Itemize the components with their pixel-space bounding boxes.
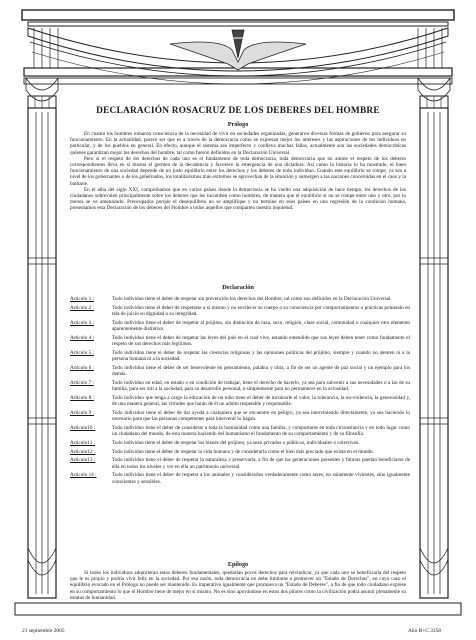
article-label: Artículo 14 : <box>70 472 97 479</box>
article-item <box>70 365 410 377</box>
document-title: DECLARACIÓN ROSACRUZ DE LOS DEBERES DEL HOMBRE <box>96 106 380 116</box>
article-text: Todo individuo tiene el deber de ser benevolente en pensamiento, palabra y obra, a fin de ser un agente de paz social y un ejemplo para los demás. <box>112 364 410 377</box>
article-item <box>70 440 410 446</box>
prologue-text <box>70 131 406 212</box>
article-label: Artículo 7 : <box>70 379 94 386</box>
articles-list <box>70 296 410 487</box>
epilogue-paragraph: Si todos los individuos adquirieran estos deberes fundamentales, quedarían pocos derechos para reivindicar, ya que cada uno se beneficiaría del respeto que le es propio y podría vivir feliz en la sociedad. Por esa razón, toda democracia no debe limitarse a promover un "Estado de Derechos", en cuyo caso el equilibrio evocado en el Prólogo no puede ser mantenido. Es imperativo igualmente que promueva un "Estado de Deberes", a fin de que todo ciudadano exprese en su comportamiento lo que el Hombre tiene de mejor en sí mismo. No es sino apoyándose en estos dos pilares como la civilización podrá asumir plenamente su estatus de humanidad. <box>70 570 406 601</box>
winged-emblem-icon <box>170 30 306 70</box>
article-label: Artículo13 : <box>70 457 96 464</box>
article-label: Artículo10 : <box>70 424 96 431</box>
article-item <box>70 296 410 302</box>
article-label: Artículo 6 : <box>70 364 94 371</box>
article-text: Todo individuo tiene el deber de respetarse a sí mismo y no envilecer su cuerpo o su consciencia por comportamientos o prácticas poniendo en tela de juicio su dignidad o su integridad. <box>112 304 410 317</box>
article-item <box>70 457 410 469</box>
lintel-frame <box>20 8 456 88</box>
article-text: Todo individuo tiene el deber de respetar las leyes del país en el cual vive, estando entendido que sus leyes deben tener como fundamento el respeto de sus derechos más legítimos. <box>112 334 410 347</box>
article-label: Artículo 8 : <box>70 394 94 401</box>
article-item <box>70 449 410 455</box>
prologue-paragraph: Pero si el respeto de los derechos de cada uno es el fundamento de toda democracia, toda democracia que no anime el respeto de los deberes correspondientes lleva en sí misma el germen de la decadencia y favorece la emergencia de una dictadura. Así como la historia lo ha mostrado, el buen funcionamiento de una sociedad depende de un justo equilibrio entre los derechos y los deberes de todo individuo. Cuando este equilibrio se rompe, ya sea a nivel de los gobernantes o de los gobernados, los totalitarismos más extremos se aprovechan de la situación y sumergen a las naciones concernidas en el caos y la barbarie. <box>70 155 406 187</box>
article-item <box>70 350 410 362</box>
rosicrucian-year: Año R+C 3358 <box>408 628 441 634</box>
article-item <box>70 410 410 422</box>
article-label: Artículo12 : <box>70 448 96 455</box>
egyptian-column-icon <box>416 78 452 606</box>
article-item <box>70 380 410 392</box>
article-item <box>70 320 410 332</box>
article-item <box>70 472 410 484</box>
document-date: 21 septiembre 2005 <box>22 628 65 634</box>
prologue-paragraph: En el alba del siglo XXI, comprobamos que en varios países donde la democracia se ha vuelto una adquisición de hace tiempo, los derechos de los ciudadanos sobrevalen principalmente sobre los deberes que les incumben como hombres, de manera que el equilibrio si no se rompe entre uno y otro, por lo menos se ve amenazado. Preocupados porque el desequilibrio no se amplifique y no termine en esos países en una regresión de la condición humana, presentamos esta Declaración de los deberes del Hombre a todos aquellos que comparten nuestra inquietud. <box>70 186 406 212</box>
prologue-heading: Prólogo <box>227 121 249 128</box>
article-item <box>70 335 410 347</box>
article-text: Todo individuo tiene el deber de respetar la naturaleza y preservarla, a fin de que las generaciones presentes y futuras puedan beneficiarse de ella en todos los niveles y ver en ella un patrimonio universal. <box>112 457 410 470</box>
article-text: Todo individuo tiene el deber de dar ayuda a cualquiera que se encuentre en peligro, ya sea interviniendo directamente, ya sea haciendo lo necesario para que las personas competentes para intervenir lo hagan. <box>112 409 410 422</box>
article-label: Artículo 1 : <box>70 296 94 302</box>
article-label: Artículo11 : <box>70 439 96 446</box>
epilogue-heading: Epílogo <box>227 561 249 568</box>
article-text: Todo individuo en edad, en estado o en condición de trabajar, tiene el derecho de hacerlo, ya sea para subvenir a sus necesidades o a las de su familia, para ser útil a la sociedad, para su desarrollo personal, o simplemente para no permanecer en la ociosidad. <box>112 379 410 392</box>
column-base <box>14 602 462 616</box>
article-label: Artículo 3 : <box>70 319 94 326</box>
article-item <box>70 395 410 407</box>
article-text: Todo individuo tiene el deber de considerar a toda la humanidad como una familia, y comportarse en toda circunstancia y en todo lugar como un ciudadano del mundo, de esta manera haciendo del humanismo el fundamento de su comportamiento y de su filosofía. <box>112 424 410 437</box>
prologue-paragraph: En cuanto los hombres tomaron consciencia de la necesidad de vivir en sociedades organizadas, generaron diversas formas de gobierno para asegurar su funcionamiento. En la actualidad, parece ser que es a través de la democracia como se expresan mejor los intereses y las aspiraciones de los individuos en particular, y de los pueblos en general. En efecto, aunque el sistema sea imperfecto y conlleva muchas fallas, actualmente son las sociedades democráticas quienes garantizan mejor los derechos del hombre, tal como fueron definidos en la Declaración Universal. <box>70 131 406 156</box>
article-text: Todo individuo que tenga a cargo la educación de un niño tiene el deber de inculcarle el valor, la tolerancia, la no-violencia, la generosidad y, de una manera general, las virtudes que harán de él un adulto respetable y responsable. <box>112 394 410 407</box>
article-label: Artículo 2 : <box>70 304 94 311</box>
article-item <box>70 425 410 437</box>
article-label: Artículo 5 : <box>70 349 94 356</box>
egyptian-column-icon <box>24 78 60 606</box>
article-item <box>70 305 410 317</box>
article-label: Artículo 4 : <box>70 334 94 341</box>
epilogue-text <box>70 570 406 601</box>
article-label: Artículo 9 : <box>70 409 94 416</box>
article-text: Todo individuo tiene el deber de respetar al prójimo, sin distinción de raza, sexo, religión, clase social, comunidad o cualquier otro elemento aparentemente distintivo. <box>112 319 410 332</box>
article-text: Todo individuo tiene el deber de respetar las creencias religiosas y las opiniones políticas del prójimo, siempre y cuando no atenten ni a la persona humana ni a la sociedad. <box>112 349 410 362</box>
declaration-heading: Declaración <box>222 284 254 291</box>
article-text: Todo individuo tiene el deber de respetar los bienes del prójimo, ya sean privados o públicos, individuales o colectivos. <box>112 439 360 446</box>
article-text: Todo individuo tiene el deber de respetar a los animales y considerarlos verdaderamente como seres, no solamente vivientes, sino igualmente conscientes y sensibles. <box>112 472 410 485</box>
article-text: Todo individuo tiene el deber de respetar la vida humana y de considerarla como el bien más preciado que exista en el mundo. <box>112 448 374 455</box>
article-text: Todo individuo tiene el deber de respetar sin prevención los derechos del Hombre, tal como son definidos en la Declaración Universal. <box>112 296 392 302</box>
